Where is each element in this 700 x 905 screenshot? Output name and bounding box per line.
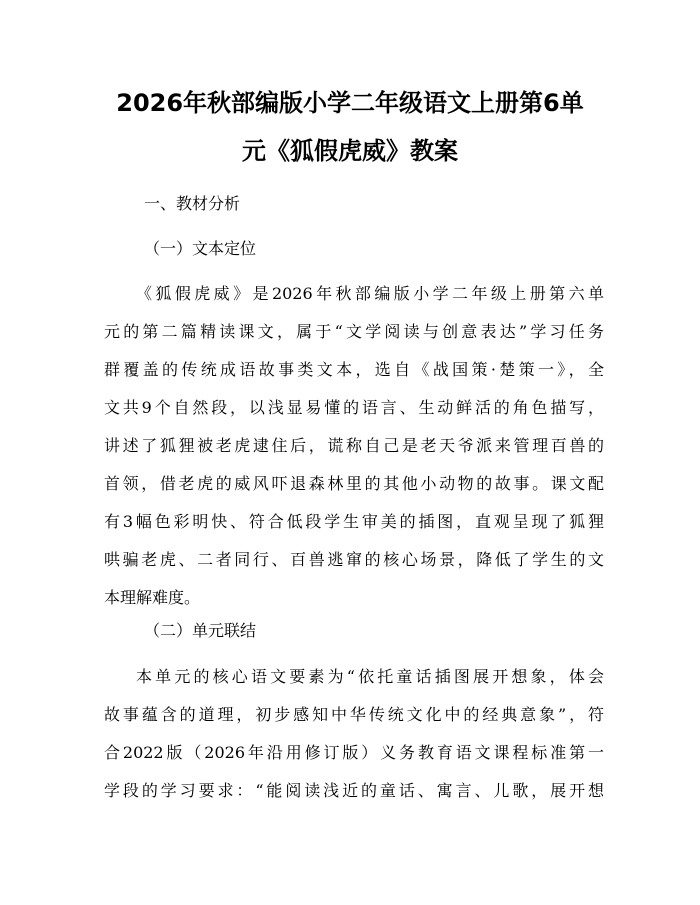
paragraph-line: 首领，借老虎的威风吓退森林里的其他小动物的故事。课文配: [104, 474, 604, 493]
section-heading-textbook-analysis: 一、教材分析: [144, 194, 241, 213]
subsection-heading-unit-connection: （二）单元联结: [144, 621, 257, 640]
document-title-line-1: 2026年秋部编版小学二年级语文上册第6单: [116, 89, 584, 117]
subsection-heading-text-positioning: （一）文本定位: [144, 239, 257, 258]
paragraph-line: 《狐假虎威》是2026年秋部编版小学二年级上册第六单: [136, 284, 604, 303]
paragraph-line: 群覆盖的传统成语故事类文本，选自《战国策·楚策一》，全: [104, 360, 604, 379]
paragraph-line: 讲述了狐狸被老虎逮住后，谎称自己是老天爷派来管理百兽的: [104, 436, 604, 455]
paragraph-line: 合2022版（2026年沿用修订版）义务教育语文课程标准第一: [104, 743, 604, 762]
paragraph-line: 文共9个自然段，以浅显易懂的语言、生动鲜活的角色描写，: [104, 398, 604, 417]
paragraph-line: 元的第二篇精读课文，属于“文学阅读与创意表达”学习任务: [104, 322, 604, 341]
document-title-line-2: 元《狐假虎威》教案: [242, 137, 458, 165]
paragraph-line: 本理解难度。: [104, 588, 201, 607]
paragraph-line: 学段的学习要求：“能阅读浅近的童话、寓言、儿歌，展开想: [104, 781, 604, 800]
paragraph-line: 故事蕴含的道理，初步感知中华传统文化中的经典意象”，符: [104, 705, 604, 724]
paragraph-line: 本单元的核心语文要素为“依托童话插图展开想象，体会: [136, 667, 604, 686]
paragraph-line: 有3幅色彩明快、符合低段学生审美的插图，直观呈现了狐狸: [104, 512, 604, 531]
paragraph-line: 哄骗老虎、二者同行、百兽逃窜的核心场景，降低了学生的文: [104, 550, 604, 569]
